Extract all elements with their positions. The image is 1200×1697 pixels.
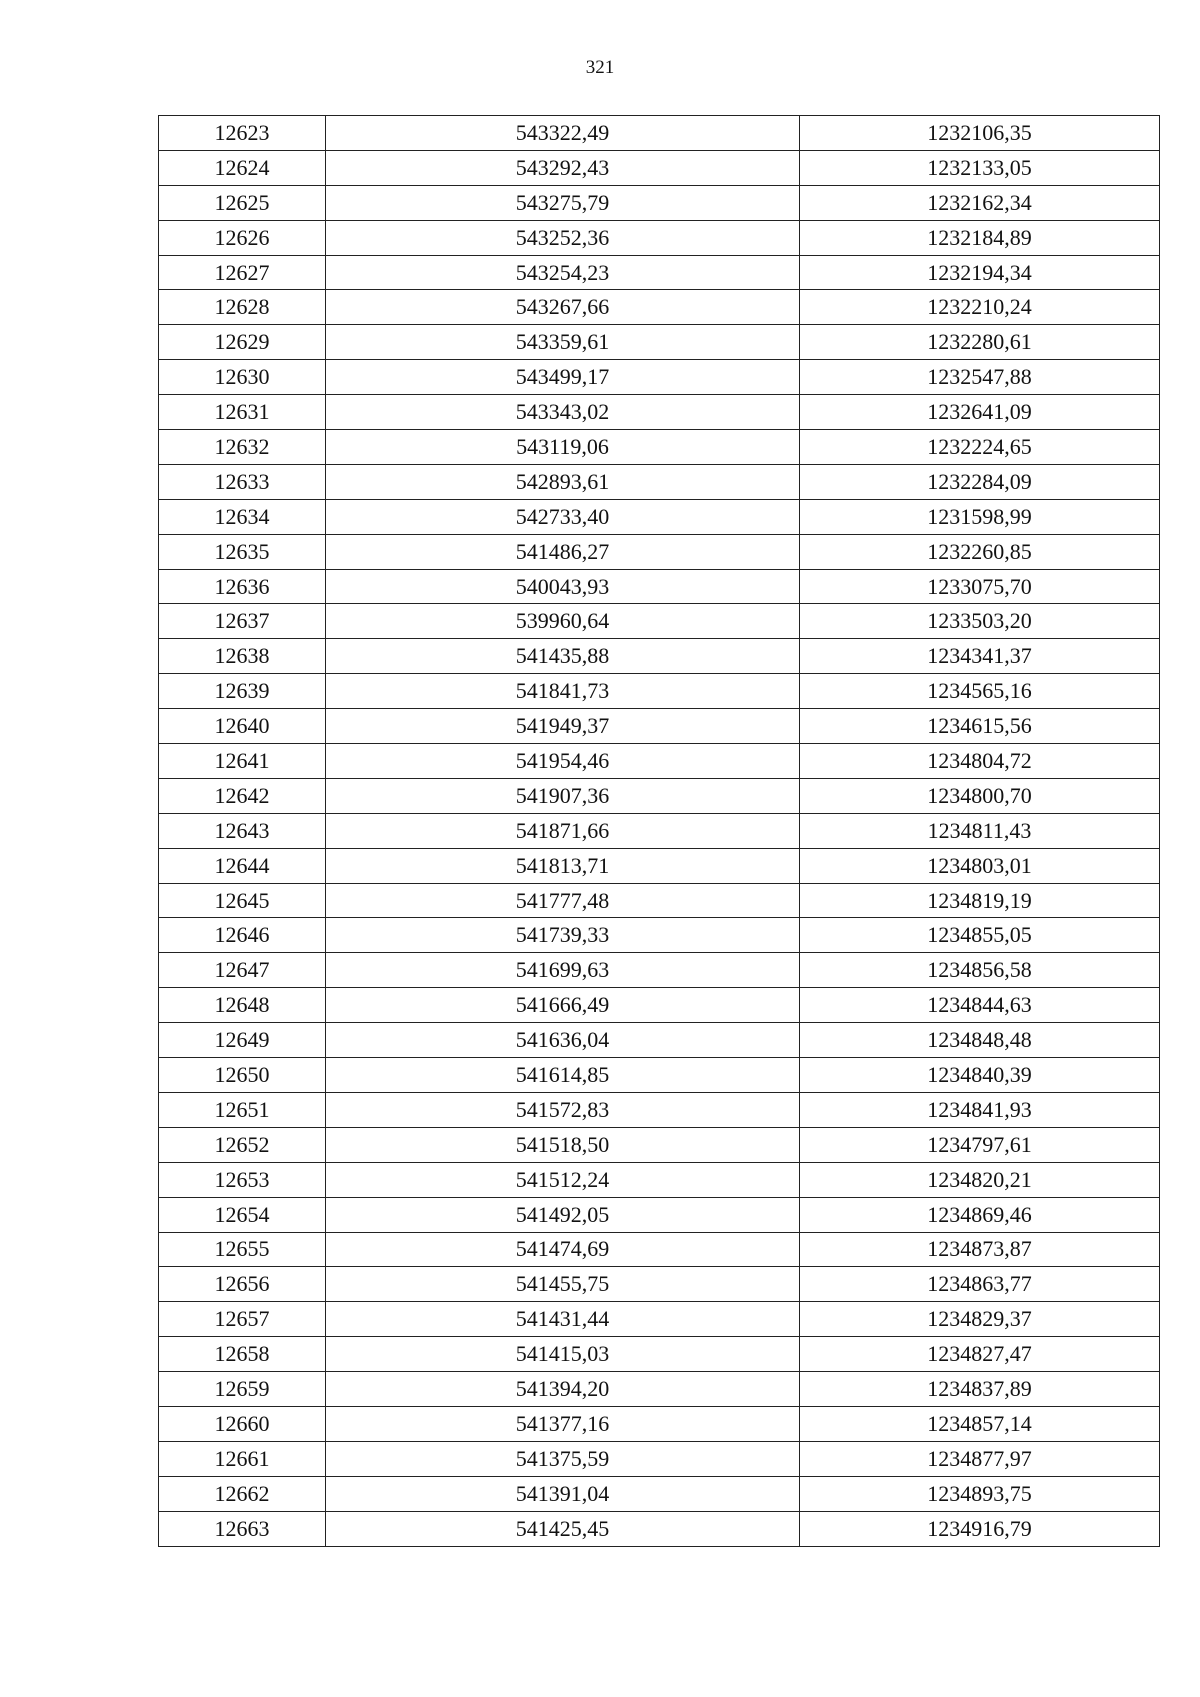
- point-number-cell: 12641: [159, 744, 326, 779]
- table-row: [159, 499, 1160, 534]
- table-row: [159, 848, 1160, 883]
- table-row: [159, 1092, 1160, 1127]
- y-coordinate-cell: 1234800,70: [800, 778, 1160, 813]
- point-number-cell: 12646: [159, 918, 326, 953]
- point-number-cell: 12643: [159, 813, 326, 848]
- point-number-cell: 12633: [159, 464, 326, 499]
- y-coordinate-cell: 1232641,09: [800, 395, 1160, 430]
- y-coordinate-cell: 1234797,61: [800, 1127, 1160, 1162]
- x-coordinate-cell: 543267,66: [326, 290, 800, 325]
- x-coordinate-cell: 541415,03: [326, 1337, 800, 1372]
- point-number-cell: 12659: [159, 1372, 326, 1407]
- y-coordinate-cell: 1234873,87: [800, 1232, 1160, 1267]
- point-number-cell: 12655: [159, 1232, 326, 1267]
- table-row: [159, 744, 1160, 779]
- y-coordinate-cell: 1234803,01: [800, 848, 1160, 883]
- x-coordinate-cell: 542733,40: [326, 499, 800, 534]
- point-number-cell: 12631: [159, 395, 326, 430]
- x-coordinate-cell: 541377,16: [326, 1406, 800, 1441]
- point-number-cell: 12637: [159, 604, 326, 639]
- y-coordinate-cell: 1234841,93: [800, 1092, 1160, 1127]
- point-number-cell: 12639: [159, 674, 326, 709]
- point-number-cell: 12627: [159, 255, 326, 290]
- table-row: [159, 1337, 1160, 1372]
- y-coordinate-cell: 1234869,46: [800, 1197, 1160, 1232]
- y-coordinate-cell: 1234341,37: [800, 639, 1160, 674]
- point-number-cell: 12636: [159, 569, 326, 604]
- y-coordinate-cell: 1234827,47: [800, 1337, 1160, 1372]
- point-number-cell: 12640: [159, 709, 326, 744]
- point-number-cell: 12663: [159, 1511, 326, 1546]
- table-row: [159, 1267, 1160, 1302]
- table-row: [159, 709, 1160, 744]
- point-number-cell: 12645: [159, 883, 326, 918]
- x-coordinate-cell: 543322,49: [326, 116, 800, 151]
- x-coordinate-cell: 543252,36: [326, 220, 800, 255]
- x-coordinate-cell: 541777,48: [326, 883, 800, 918]
- point-number-cell: 12657: [159, 1302, 326, 1337]
- table-row: [159, 1197, 1160, 1232]
- point-number-cell: 12625: [159, 185, 326, 220]
- x-coordinate-cell: 541572,83: [326, 1092, 800, 1127]
- point-number-cell: 12635: [159, 534, 326, 569]
- table-row: [159, 813, 1160, 848]
- y-coordinate-cell: 1234863,77: [800, 1267, 1160, 1302]
- point-number-cell: 12634: [159, 499, 326, 534]
- x-coordinate-cell: 541739,33: [326, 918, 800, 953]
- table-row: [159, 918, 1160, 953]
- point-number-cell: 12653: [159, 1162, 326, 1197]
- x-coordinate-cell: 543292,43: [326, 150, 800, 185]
- x-coordinate-cell: 541425,45: [326, 1511, 800, 1546]
- x-coordinate-cell: 541949,37: [326, 709, 800, 744]
- table-row: [159, 1476, 1160, 1511]
- point-number-cell: 12651: [159, 1092, 326, 1127]
- table-row: [159, 1406, 1160, 1441]
- table-row: [159, 569, 1160, 604]
- table-row: [159, 185, 1160, 220]
- y-coordinate-cell: 1234804,72: [800, 744, 1160, 779]
- x-coordinate-cell: 541666,49: [326, 988, 800, 1023]
- y-coordinate-cell: 1232133,05: [800, 150, 1160, 185]
- point-number-cell: 12644: [159, 848, 326, 883]
- x-coordinate-cell: 543275,79: [326, 185, 800, 220]
- x-coordinate-cell: 543254,23: [326, 255, 800, 290]
- point-number-cell: 12648: [159, 988, 326, 1023]
- point-number-cell: 12624: [159, 150, 326, 185]
- y-coordinate-cell: 1232106,35: [800, 116, 1160, 151]
- y-coordinate-cell: 1232547,88: [800, 360, 1160, 395]
- y-coordinate-cell: 1232162,34: [800, 185, 1160, 220]
- x-coordinate-cell: 541474,69: [326, 1232, 800, 1267]
- y-coordinate-cell: 1232194,34: [800, 255, 1160, 290]
- x-coordinate-cell: 541841,73: [326, 674, 800, 709]
- y-coordinate-cell: 1234857,14: [800, 1406, 1160, 1441]
- point-number-cell: 12658: [159, 1337, 326, 1372]
- point-number-cell: 12638: [159, 639, 326, 674]
- point-number-cell: 12661: [159, 1441, 326, 1476]
- x-coordinate-cell: 541614,85: [326, 1058, 800, 1093]
- y-coordinate-cell: 1234811,43: [800, 813, 1160, 848]
- point-number-cell: 12647: [159, 953, 326, 988]
- y-coordinate-cell: 1234819,19: [800, 883, 1160, 918]
- table-row: [159, 988, 1160, 1023]
- point-number-cell: 12626: [159, 220, 326, 255]
- x-coordinate-cell: 541492,05: [326, 1197, 800, 1232]
- table-row: [159, 1511, 1160, 1546]
- y-coordinate-cell: 1234856,58: [800, 953, 1160, 988]
- y-coordinate-cell: 1234844,63: [800, 988, 1160, 1023]
- table-row: [159, 639, 1160, 674]
- table-row: [159, 150, 1160, 185]
- x-coordinate-cell: 541636,04: [326, 1023, 800, 1058]
- y-coordinate-cell: 1232210,24: [800, 290, 1160, 325]
- point-number-cell: 12649: [159, 1023, 326, 1058]
- point-number-cell: 12650: [159, 1058, 326, 1093]
- x-coordinate-cell: 541871,66: [326, 813, 800, 848]
- x-coordinate-cell: 543359,61: [326, 325, 800, 360]
- point-number-cell: 12630: [159, 360, 326, 395]
- table-row: [159, 778, 1160, 813]
- y-coordinate-cell: 1232224,65: [800, 430, 1160, 465]
- table-row: [159, 290, 1160, 325]
- coordinates-table: [158, 115, 1160, 1547]
- table-row: [159, 1302, 1160, 1337]
- x-coordinate-cell: 541394,20: [326, 1372, 800, 1407]
- point-number-cell: 12642: [159, 778, 326, 813]
- x-coordinate-cell: 543343,02: [326, 395, 800, 430]
- y-coordinate-cell: 1234837,89: [800, 1372, 1160, 1407]
- x-coordinate-cell: 541907,36: [326, 778, 800, 813]
- x-coordinate-cell: 541375,59: [326, 1441, 800, 1476]
- y-coordinate-cell: 1234855,05: [800, 918, 1160, 953]
- y-coordinate-cell: 1233075,70: [800, 569, 1160, 604]
- point-number-cell: 12656: [159, 1267, 326, 1302]
- y-coordinate-cell: 1231598,99: [800, 499, 1160, 534]
- y-coordinate-cell: 1234565,16: [800, 674, 1160, 709]
- table-row: [159, 1023, 1160, 1058]
- x-coordinate-cell: 541486,27: [326, 534, 800, 569]
- x-coordinate-cell: 539960,64: [326, 604, 800, 639]
- table-row: [159, 325, 1160, 360]
- y-coordinate-cell: 1234829,37: [800, 1302, 1160, 1337]
- y-coordinate-cell: 1234840,39: [800, 1058, 1160, 1093]
- point-number-cell: 12660: [159, 1406, 326, 1441]
- x-coordinate-cell: 540043,93: [326, 569, 800, 604]
- point-number-cell: 12629: [159, 325, 326, 360]
- table-row: [159, 1162, 1160, 1197]
- x-coordinate-cell: 541954,46: [326, 744, 800, 779]
- y-coordinate-cell: 1232280,61: [800, 325, 1160, 360]
- x-coordinate-cell: 541518,50: [326, 1127, 800, 1162]
- table-row: [159, 953, 1160, 988]
- y-coordinate-cell: 1232284,09: [800, 464, 1160, 499]
- y-coordinate-cell: 1234848,48: [800, 1023, 1160, 1058]
- table-row: [159, 1127, 1160, 1162]
- table-row: [159, 1058, 1160, 1093]
- table-row: [159, 1372, 1160, 1407]
- y-coordinate-cell: 1234877,97: [800, 1441, 1160, 1476]
- point-number-cell: 12652: [159, 1127, 326, 1162]
- point-number-cell: 12628: [159, 290, 326, 325]
- table-row: [159, 1441, 1160, 1476]
- table-row: [159, 220, 1160, 255]
- y-coordinate-cell: 1233503,20: [800, 604, 1160, 639]
- x-coordinate-cell: 541512,24: [326, 1162, 800, 1197]
- point-number-cell: 12623: [159, 116, 326, 151]
- y-coordinate-cell: 1232260,85: [800, 534, 1160, 569]
- point-number-cell: 12662: [159, 1476, 326, 1511]
- x-coordinate-cell: 541435,88: [326, 639, 800, 674]
- y-coordinate-cell: 1234615,56: [800, 709, 1160, 744]
- table-row: [159, 1232, 1160, 1267]
- table-row: [159, 674, 1160, 709]
- point-number-cell: 12632: [159, 430, 326, 465]
- table-row: [159, 395, 1160, 430]
- y-coordinate-cell: 1234893,75: [800, 1476, 1160, 1511]
- y-coordinate-cell: 1232184,89: [800, 220, 1160, 255]
- x-coordinate-cell: 543119,06: [326, 430, 800, 465]
- y-coordinate-cell: 1234916,79: [800, 1511, 1160, 1546]
- table-row: [159, 430, 1160, 465]
- x-coordinate-cell: 541699,63: [326, 953, 800, 988]
- table-row: [159, 116, 1160, 151]
- table-row: [159, 604, 1160, 639]
- table-row: [159, 255, 1160, 290]
- x-coordinate-cell: 541431,44: [326, 1302, 800, 1337]
- x-coordinate-cell: 541813,71: [326, 848, 800, 883]
- x-coordinate-cell: 541455,75: [326, 1267, 800, 1302]
- x-coordinate-cell: 541391,04: [326, 1476, 800, 1511]
- coordinates-table-body: [159, 116, 1160, 1547]
- y-coordinate-cell: 1234820,21: [800, 1162, 1160, 1197]
- table-row: [159, 534, 1160, 569]
- x-coordinate-cell: 542893,61: [326, 464, 800, 499]
- page-number: 321: [585, 57, 615, 78]
- table-row: [159, 883, 1160, 918]
- x-coordinate-cell: 543499,17: [326, 360, 800, 395]
- table-row: [159, 464, 1160, 499]
- point-number-cell: 12654: [159, 1197, 326, 1232]
- table-row: [159, 360, 1160, 395]
